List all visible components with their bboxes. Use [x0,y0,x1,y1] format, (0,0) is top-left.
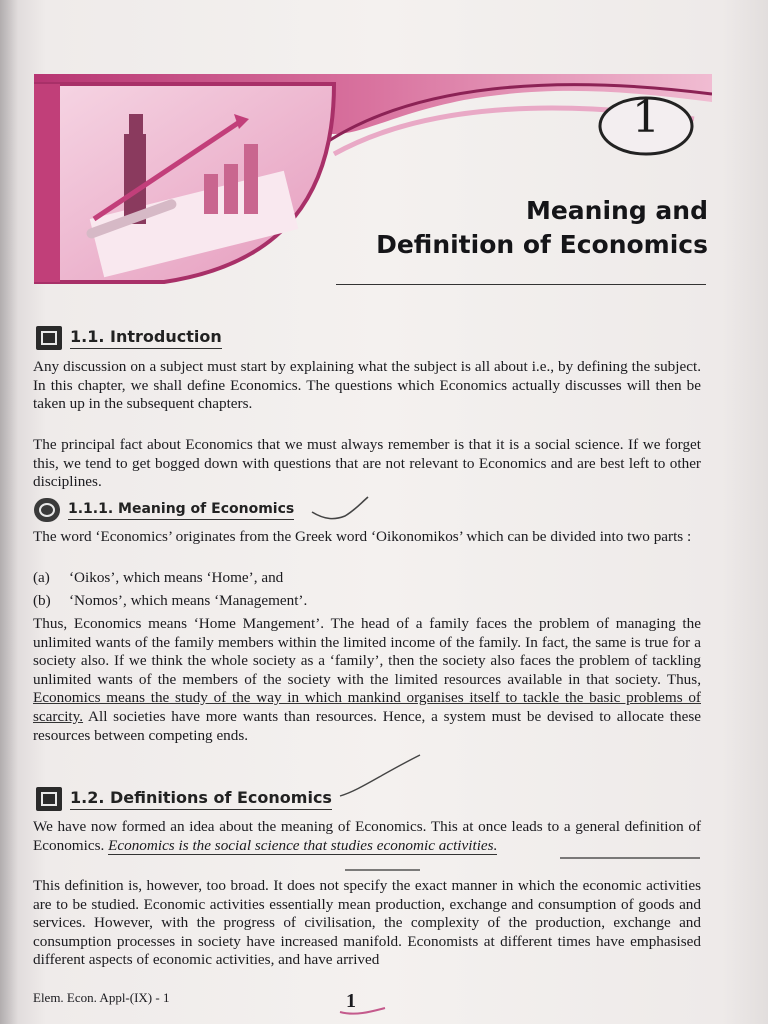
subsection-heading-text: 1.1.1. Meaning of Economics [68,501,294,520]
book-icon [36,326,62,350]
list-text: ‘Nomos’, which means ‘Management’. [69,592,308,609]
section-heading-text: 1.2. Definitions of Economics [70,788,332,810]
list-label: (b) [33,592,51,609]
chapter-number: 1 [632,92,660,143]
meaning-p2-start: Thus, Economics means ‘Home Mangement’. The head of a family faces the problem of managing the unlimited wants of the family members within the limited income of the family. In fact, the same is true for a society also. If we think the whole society as a ‘family’, then the society also faces the problem of tackling unlimited wants of the members of the society with the limited resources available in that society. Thus, [33,615,701,688]
list-item-oikos [33,569,701,588]
page-number: 1 [346,990,356,1012]
definitions-paragraph-2: This definition is, however, too broad. It does not specify the exact manner in which the economic activities are to be studied. Economic activities essentially mean production, exchange and consumption of goods and services. However, with the progress of civilisation, the complexity of the production, exchange and consumption processes in society have increased manifold. Economists at different times have emphasised different aspects of economic activities, and have arrived [33,877,701,969]
definitions-paragraph-1 [33,818,701,855]
section-heading-introduction [36,326,222,350]
title-divider [336,284,706,285]
list-label: (a) [33,569,50,586]
footer-book-title: Elem. Econ. Appl-(IX) - 1 [33,990,170,1005]
intro-paragraph-1: Any discussion on a subject must start by explaining what the subject is all about i.e., by defining the subject. In this chapter, we shall define Economics. The questions which Economics actually discusses will then be taken up in the subsequent chapters. [33,358,701,413]
list-text: ‘Oikos’, which means ‘Home’, and [69,569,284,586]
meaning-p2-underlined: Economics means the study of the way in which mankind organises itself to tackle the basic problems of scarcity. [33,689,701,725]
globe-pen-icon [34,498,60,522]
section-heading-text: 1.1. Introduction [70,327,222,349]
spine-shadow [0,0,18,1024]
chapter-title [300,194,708,262]
def-p1-definition: Economics is the social science that studies economic activities. [108,836,498,854]
subsection-heading-meaning [34,498,294,522]
intro-paragraph-2: The principal fact about Economics that we must always remember is that it is a social science. If we forget this, we tend to get bogged down with questions that are not relevant to Economics and are best left to other disciplines. [33,436,701,491]
meaning-paragraph-1: The word ‘Economics’ originates from the Greek word ‘Oikonomikos’ which can be divided into two parts : [33,528,692,545]
chapter-title-line2: Definition of Economics [376,230,708,259]
chapter-title-line1: Meaning and [525,196,708,225]
meaning-p2-end: All societies have more wants than resources. Hence, a system must be devised to allocate these resources between competing ends. [33,707,702,744]
meaning-paragraph-2 [33,615,701,745]
list-item-nomos [33,592,701,611]
def-p1-start: We have now formed an idea about the meaning of Economics. This at once leads to a general definition of Economics. [33,818,701,854]
section-heading-definitions [36,787,332,811]
book-icon [36,787,62,811]
